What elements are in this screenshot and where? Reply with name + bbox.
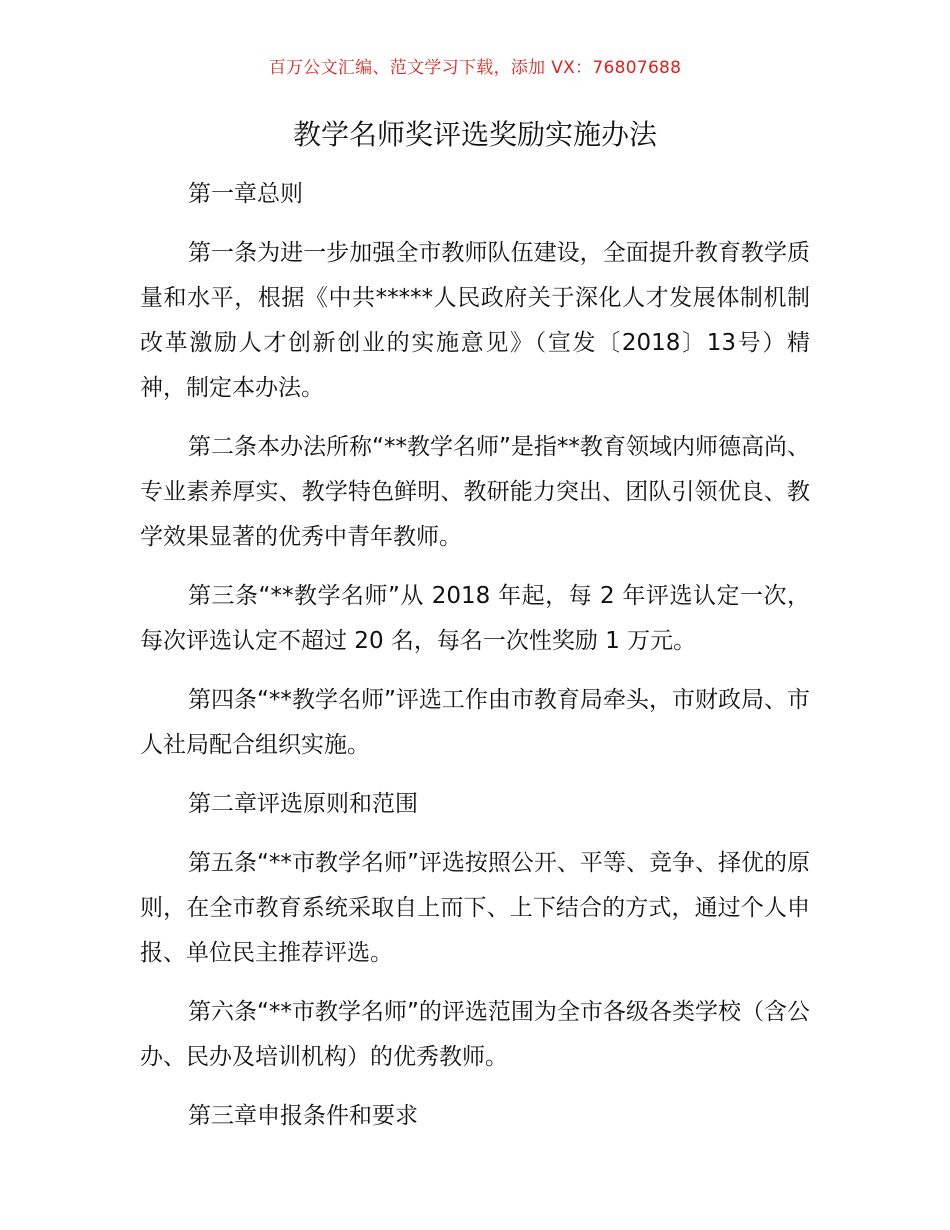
article-6: 第六条“**市教学名师”的评选范围为全市各级各类学校（含公办、民办及培训机构）的优秀教师。 <box>140 999 810 1070</box>
article-2: 第二条本办法所称“**教学名师”是指**教育领域内师德高尚、专业素养厚实、教学特色鲜明、教研能力突出、团队引领优良、教学效果显著的优秀中青年教师。 <box>140 434 810 550</box>
chapter-heading-1: 第一章总则 <box>188 181 303 207</box>
article-3: 第三条“**教学名师”从 2018 年起，每 2 年评选认定一次，每次评选认定不超过 20 名，每名一次性奖励 1 万元。 <box>140 583 810 654</box>
article-4: 第四条“**教学名师”评选工作由市教育局牵头，市财政局、市人社局配合组织实施。 <box>140 687 810 758</box>
document-title: 教学名师奖评选奖励实施办法 <box>292 118 657 151</box>
article-1: 第一条为进一步加强全市教师队伍建设，全面提升教育教学质量和水平，根据《中共*****人民政府关于深化人才发展体制机制改革激励人才创新创业的实施意见》（宣发〔2018〕13号）精神，制定本办法。 <box>140 240 810 401</box>
chapter-heading-3: 第三章申报条件和要求 <box>188 1103 418 1129</box>
header-note: 百万公文汇编、范文学习下载，添加 VX：76807688 <box>268 58 682 78</box>
article-5: 第五条“**市教学名师”评选按照公开、平等、竞争、择优的原则，在全市教育系统采取自上而下、上下结合的方式，通过个人申报、单位民主推荐评选。 <box>140 850 810 966</box>
document-body <box>140 172 810 1153</box>
chapter-heading-2: 第二章评选原则和范围 <box>188 791 418 817</box>
